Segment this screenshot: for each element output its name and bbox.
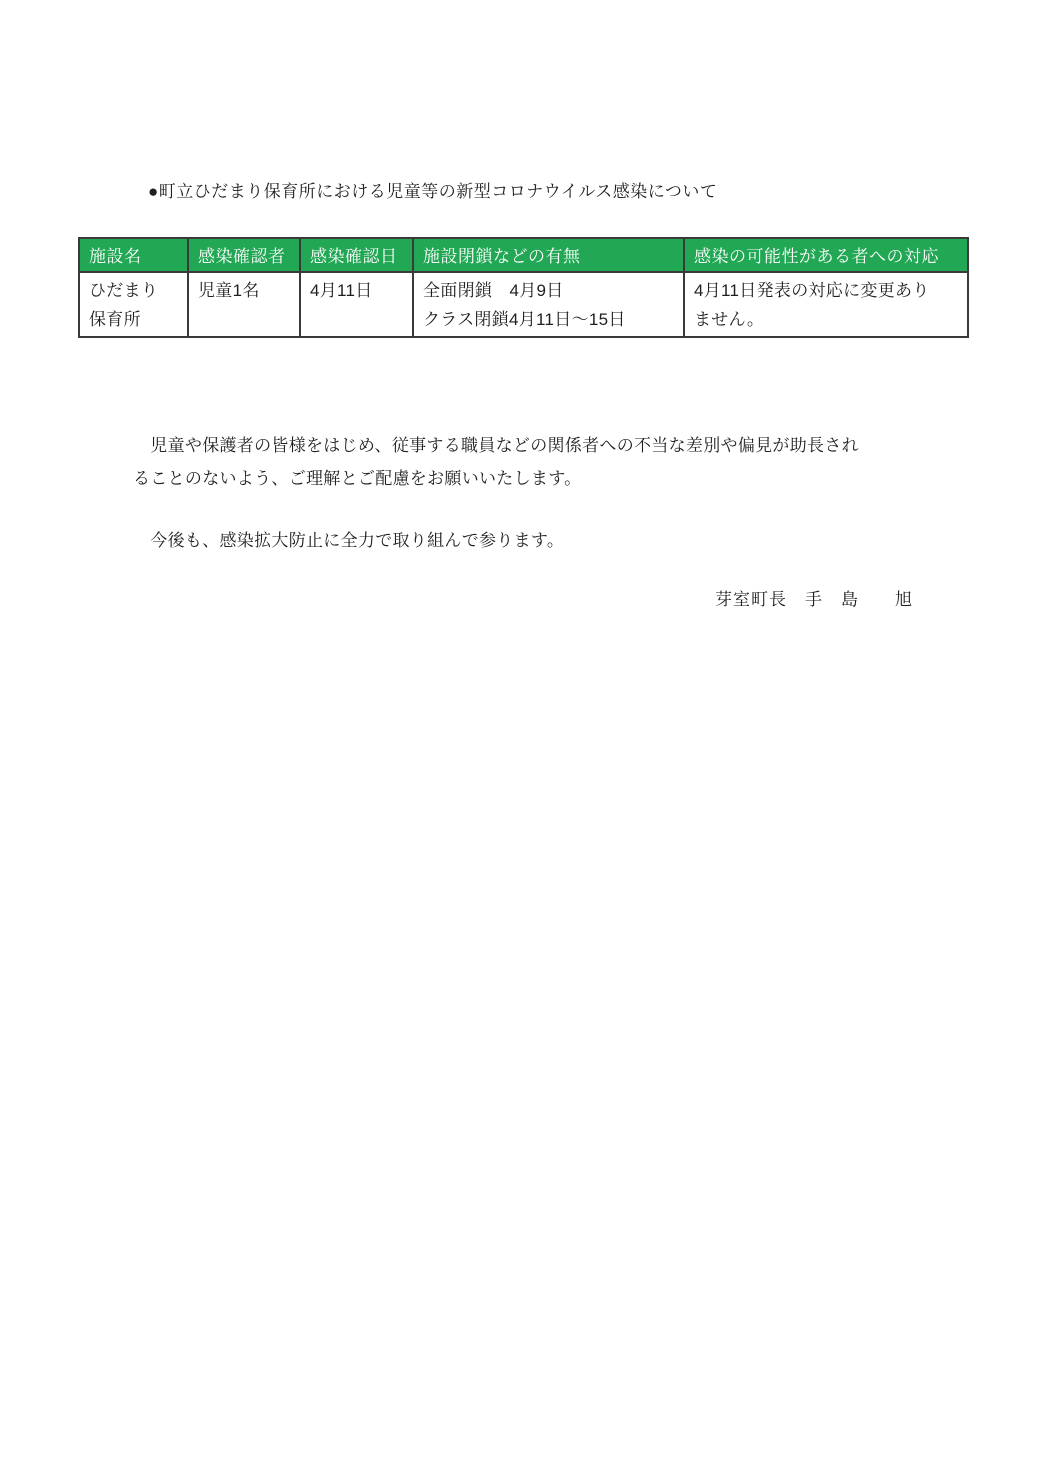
paragraph1-line2: ることのないよう、ご理解とご配慮をお願いいたします。 (133, 469, 582, 488)
column-header-confirmed-date: 感染確認日 (300, 238, 413, 272)
contact-response-line2: ません。 (694, 310, 765, 329)
closure-status-line2: クラス閉鎖4月11日～15日 (423, 310, 626, 329)
cell-facility-name (79, 272, 188, 337)
table-header-row (79, 238, 968, 272)
paragraph1-line1: 児童や保護者の皆様をはじめ、従事する職員などの関係者への不当な差別や偏見が助長され (133, 436, 859, 455)
paragraph-prevention-commitment: 今後も、感染拡大防止に全力で取り組んで参ります。 (133, 531, 565, 550)
cell-contact-response (684, 272, 968, 337)
table-data-row (79, 272, 968, 337)
cell-confirmed-person (188, 272, 300, 337)
mayor-signature: 芽室町長 手 島 旭 (715, 590, 913, 609)
cell-confirmed-date (300, 272, 413, 337)
cell-closure-status (413, 272, 684, 337)
notice-title: ●町立ひだまり保育所における児童等の新型コロナウイルス感染について (148, 182, 718, 201)
paragraph-discrimination-notice (133, 429, 859, 495)
contact-response-line1: 4月11日発表の対応に変更あり (694, 281, 930, 300)
infection-info-table (78, 237, 969, 338)
column-header-confirmed-person: 感染確認者 (188, 238, 300, 272)
facility-name-line1: ひだまり (89, 281, 159, 300)
column-header-contact-response: 感染の可能性がある者への対応 (684, 238, 968, 272)
confirmed-date-text: 4月11日 (310, 281, 373, 300)
column-header-facility-name: 施設名 (79, 238, 188, 272)
closure-status-line1: 全面閉鎖 4月9日 (423, 281, 564, 300)
facility-name-line2: 保育所 (89, 310, 141, 329)
column-header-closure-status: 施設閉鎖などの有無 (413, 238, 684, 272)
confirmed-person-text: 児童1名 (198, 281, 260, 300)
